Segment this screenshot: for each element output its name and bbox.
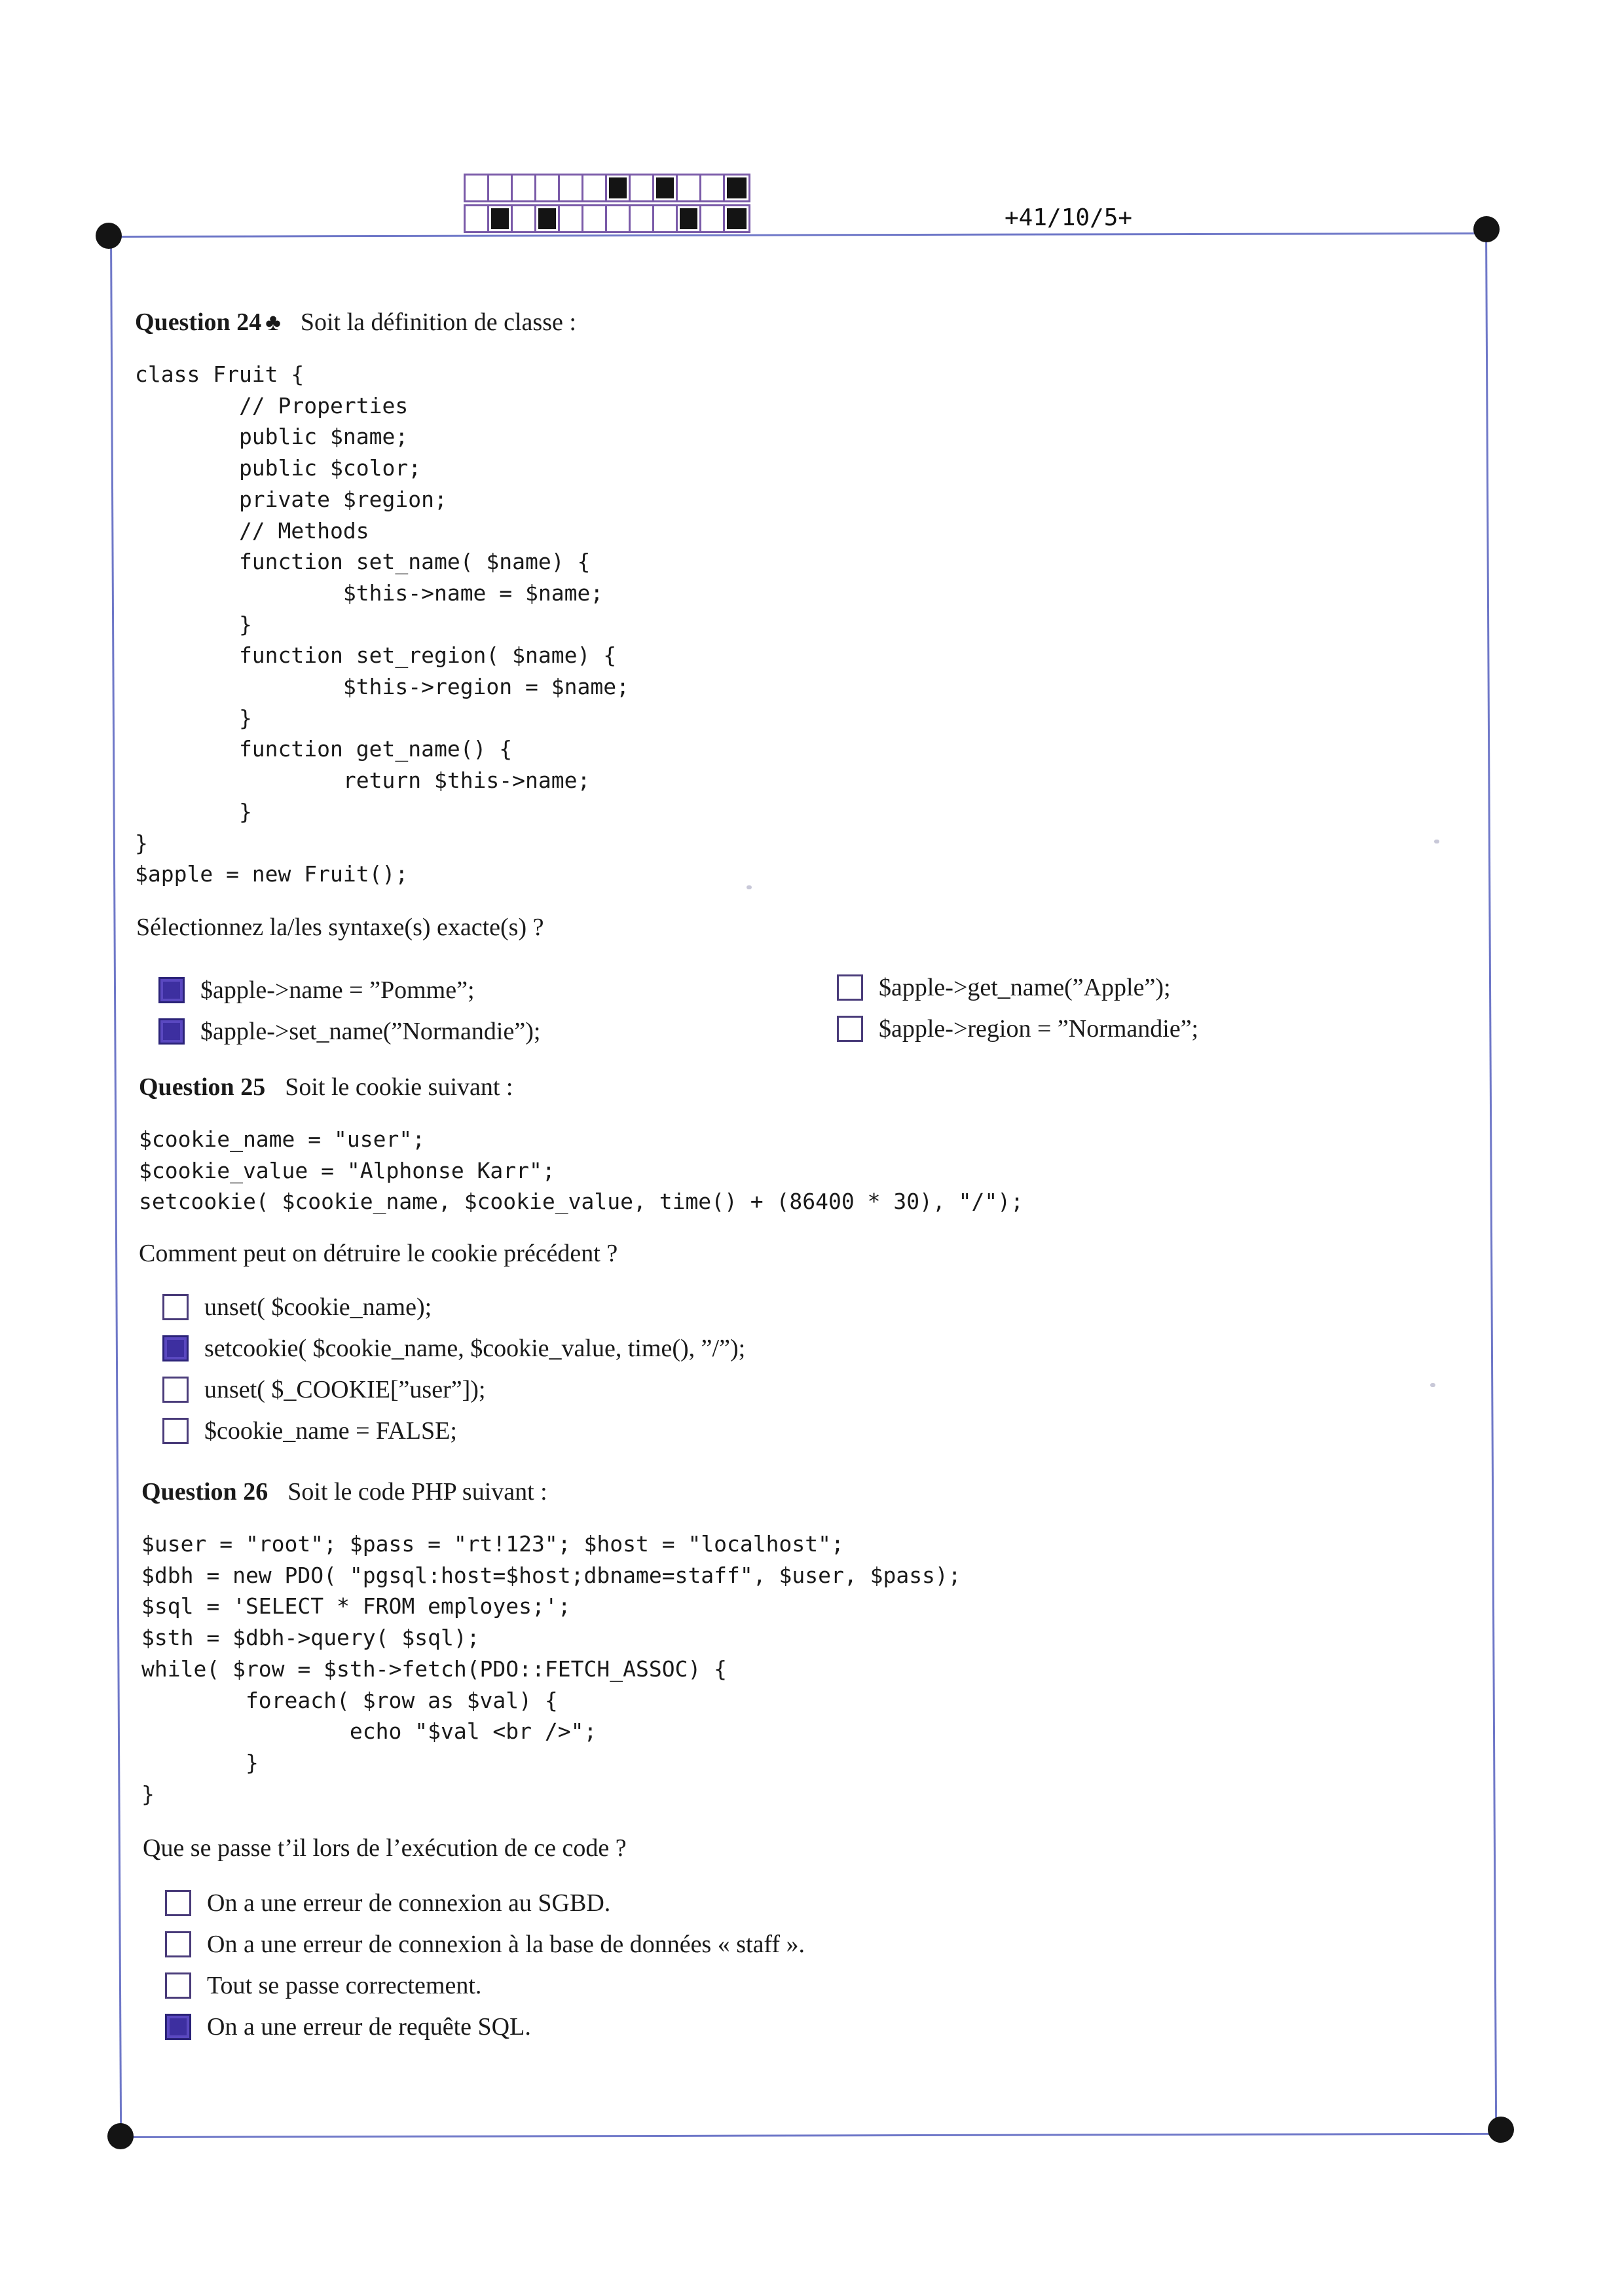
question-24-prompt: Sélectionnez la/les syntaxe(s) exacte(s) ? xyxy=(136,914,544,941)
checkbox[interactable] xyxy=(162,1335,189,1361)
frame-right-line xyxy=(1485,231,1497,2131)
checkbox[interactable] xyxy=(837,974,863,1001)
question-25-heading xyxy=(139,1073,513,1102)
q25-option-4[interactable] xyxy=(162,1416,457,1445)
barcode-cell xyxy=(583,206,607,231)
registration-mark-bottom-right xyxy=(1488,2117,1514,2143)
barcode-cell xyxy=(678,176,701,200)
barcode-cell xyxy=(701,206,725,231)
barcode-cell xyxy=(631,176,654,200)
scan-speck xyxy=(1430,1383,1435,1387)
question-26-prompt: Que se passe t’il lors de l’exécution de ce code ? xyxy=(143,1834,627,1862)
registration-mark-top-left xyxy=(96,223,122,249)
checkbox[interactable] xyxy=(837,1016,863,1042)
barcode-cell xyxy=(678,206,701,231)
option-label: On a une erreur de requête SQL. xyxy=(207,2013,531,2041)
question-24-code: class Fruit { // Properties public $name; public $color; private $region; // Methods function set_name( $name) { $this->name = $name; } function set_region( $name) { $this->region = $name; } function get_name() { return $this->name; } } $apple = new Fruit(); xyxy=(135,361,629,887)
option-label: On a une erreur de connexion à la base de données « staff ». xyxy=(207,1931,805,1958)
barcode-cell xyxy=(725,176,748,200)
option-label: unset( $_COOKIE[”user”]); xyxy=(204,1376,486,1403)
barcode-cell xyxy=(466,176,489,200)
question-25-label: Question 25 xyxy=(139,1073,266,1101)
barcode-cell xyxy=(583,176,607,200)
registration-mark-bottom-left xyxy=(107,2123,134,2149)
q24-option-2[interactable] xyxy=(158,1017,540,1046)
option-label: setcookie( $cookie_name, $cookie_value, time(), ”/”); xyxy=(204,1335,746,1362)
registration-mark-top-right xyxy=(1473,216,1500,242)
barcode-cell xyxy=(607,176,631,200)
q24-option-1[interactable] xyxy=(158,976,475,1005)
q26-option-3[interactable] xyxy=(165,1971,481,2000)
scan-speck xyxy=(1434,840,1439,843)
option-label: $apple->get_name(”Apple”); xyxy=(879,974,1171,1001)
checkbox[interactable] xyxy=(162,1418,189,1444)
barcode-top xyxy=(464,174,750,202)
barcode-cell xyxy=(701,176,725,200)
barcode-cell xyxy=(489,176,513,200)
frame-top-line xyxy=(110,232,1488,238)
checkbox[interactable] xyxy=(165,1931,191,1957)
question-25-text: Soit le cookie suivant : xyxy=(285,1073,513,1101)
checkbox[interactable] xyxy=(165,2014,191,2040)
barcode-cell xyxy=(536,176,560,200)
q26-option-4[interactable] xyxy=(165,2012,531,2041)
barcode-cell xyxy=(513,206,536,231)
checkbox[interactable] xyxy=(158,1018,185,1045)
barcode-cell xyxy=(466,206,489,231)
page-id: +41/10/5+ xyxy=(1005,204,1133,231)
q26-option-1[interactable] xyxy=(165,1889,610,1917)
q26-option-2[interactable] xyxy=(165,1930,805,1959)
option-label: unset( $cookie_name); xyxy=(204,1293,432,1321)
option-label: $apple->region = ”Normandie”; xyxy=(879,1015,1199,1043)
barcode-cell xyxy=(654,176,678,200)
option-label: Tout se passe correctement. xyxy=(207,1972,482,1999)
option-label: $apple->set_name(”Normandie”); xyxy=(200,1018,541,1045)
barcode-cell xyxy=(513,176,536,200)
checkbox[interactable] xyxy=(165,1972,191,1999)
checkbox[interactable] xyxy=(162,1377,189,1403)
option-label: $cookie_name = FALSE; xyxy=(204,1417,457,1445)
question-25-prompt: Comment peut on détruire le cookie précédent ? xyxy=(139,1240,618,1267)
question-26-heading xyxy=(141,1477,547,1506)
frame-bottom-line xyxy=(121,2133,1498,2138)
barcode-cell xyxy=(560,206,583,231)
q25-option-3[interactable] xyxy=(162,1375,485,1404)
question-24-text: Soit la définition de classe : xyxy=(300,308,576,336)
scan-speck xyxy=(747,885,752,889)
question-26-code: $user = "root"; $pass = "rt!123"; $host = "localhost"; $dbh = new PDO( "pgsql:host=$host;dbname=staff", $user, $pass); $sql = 'SELECT * FROM employes;'; $sth = $dbh->query( $sql); while( $row = $sth->fetch(PDO::FETCH_ASSOC) { foreach( $row as $val) { echo "$val <br />"; } } xyxy=(141,1531,961,1807)
barcode-cell xyxy=(725,206,748,231)
question-24-heading xyxy=(135,308,576,337)
barcode-cell xyxy=(631,206,654,231)
club-icon: ♣ xyxy=(265,309,281,335)
question-25-code: $cookie_name = "user"; $cookie_value = "Alphonse Karr"; setcookie( $cookie_name, $cookie_value, time() + (86400 * 30), "/"); xyxy=(139,1126,1024,1215)
q25-option-1[interactable] xyxy=(162,1293,432,1322)
question-26-label: Question 26 xyxy=(141,1478,268,1506)
option-label: $apple->name = ”Pomme”; xyxy=(200,976,475,1004)
barcode-cell xyxy=(654,206,678,231)
option-label: On a une erreur de connexion au SGBD. xyxy=(207,1889,611,1917)
q24-option-4[interactable] xyxy=(837,1014,1198,1043)
checkbox[interactable] xyxy=(165,1890,191,1916)
barcode-cell xyxy=(607,206,631,231)
q25-option-2[interactable] xyxy=(162,1334,745,1363)
barcode-cell xyxy=(489,206,513,231)
checkbox[interactable] xyxy=(162,1294,189,1320)
barcode-cell xyxy=(560,176,583,200)
barcode-cell xyxy=(536,206,560,231)
q24-option-3[interactable] xyxy=(837,973,1171,1002)
checkbox[interactable] xyxy=(158,977,185,1003)
frame-left-line xyxy=(110,237,122,2138)
barcode-bottom xyxy=(464,204,750,233)
question-26-text: Soit le code PHP suivant : xyxy=(287,1478,547,1506)
question-24-label: Question 24 xyxy=(135,308,262,336)
